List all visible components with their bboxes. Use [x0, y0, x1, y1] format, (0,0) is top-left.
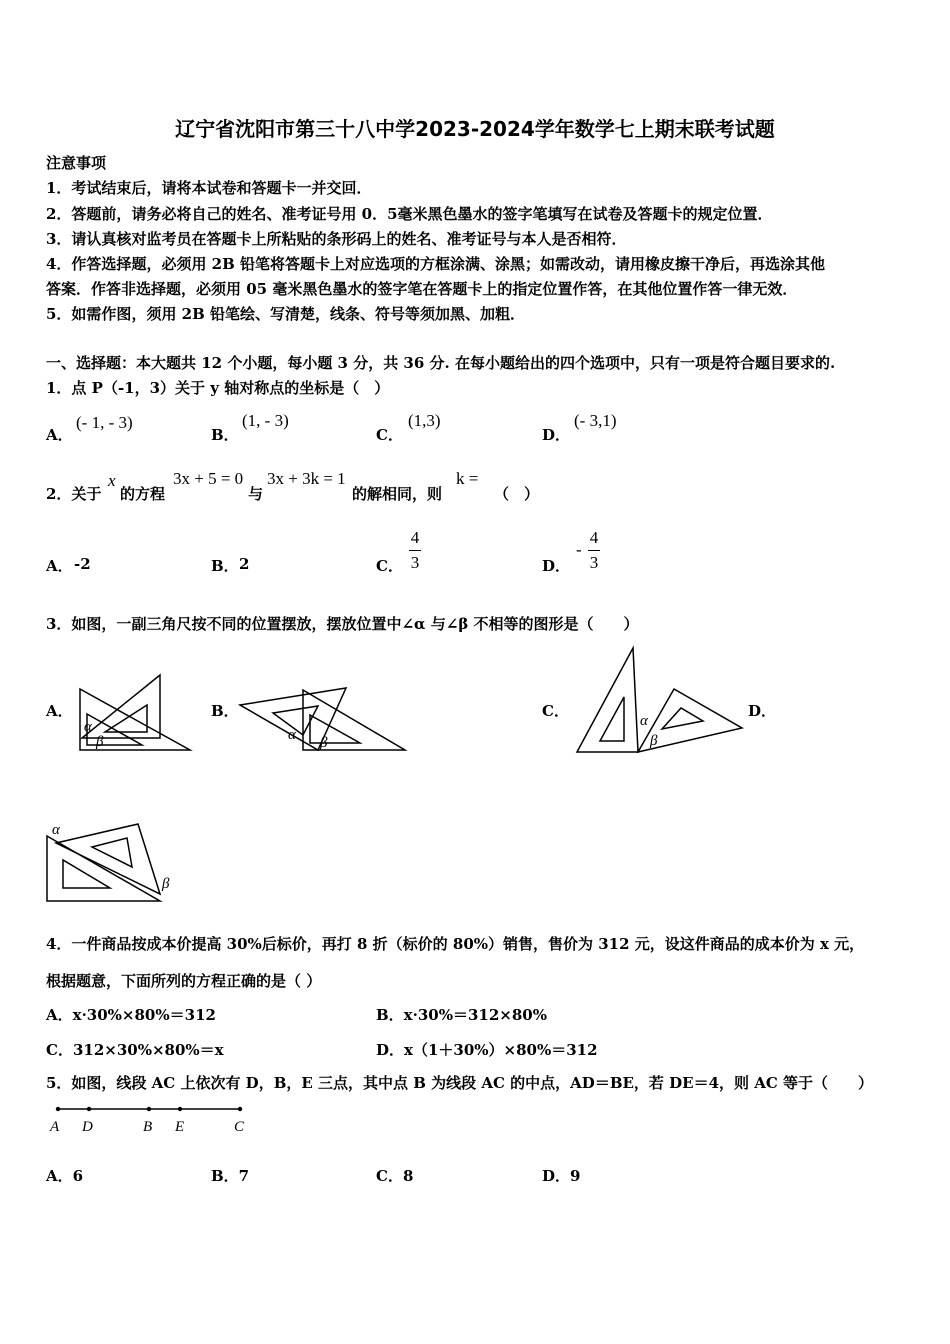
q5-option-c: C．8 — [376, 1167, 414, 1185]
point-d-dot — [87, 1107, 91, 1111]
notice-heading: 注意事项 — [46, 154, 107, 172]
q2-stem-d: 的解相同，则 — [352, 485, 443, 503]
q3-d-alpha: α — [52, 822, 60, 838]
q2-stem-b: 的方程 — [120, 485, 166, 503]
q2-label-d: D． — [542, 557, 571, 575]
q1-label-c: C． — [376, 426, 403, 444]
q2-k-equals: k = — [456, 469, 479, 488]
q2-option-d-denominator: 3 — [589, 553, 599, 572]
q3-label-c: C． — [542, 702, 569, 720]
q3-b-alpha: α — [288, 727, 296, 743]
point-a-dot — [56, 1107, 60, 1111]
q3-label-b: B． — [211, 702, 239, 720]
q1-option-c: (1,3) — [408, 411, 441, 430]
q2-stem-c: 与 — [248, 485, 264, 503]
question-1-stem: 1．点 P（-1，3）关于 y 轴对称点的坐标是（ ） — [46, 379, 390, 397]
q2-stem-e: （ ） — [494, 485, 540, 503]
q2-option-d-numerator: 4 — [589, 528, 599, 547]
q3-c-beta: β — [650, 733, 658, 749]
q3-d-beta: β — [162, 876, 170, 892]
q2-option-a: -2 — [74, 555, 91, 573]
q1-option-a: (- 1, - 3) — [76, 413, 133, 432]
page-title: 辽宁省沈阳市第三十八中学2023-2024学年数学七上期末联考试题 — [175, 117, 775, 141]
point-c-label: C — [234, 1119, 245, 1135]
point-d-label: D — [82, 1119, 93, 1135]
q3-b-beta: β — [320, 735, 328, 751]
q2-equation-2: 3x + 3k = 1 — [267, 469, 346, 488]
point-b-label: B — [143, 1119, 153, 1135]
q2-label-c: C． — [376, 557, 403, 575]
question-4-stem-line-2: 根据题意，下面所列的方程正确的是（ ） — [46, 972, 322, 990]
point-e-dot — [178, 1107, 182, 1111]
q3-a-alpha: α — [84, 719, 92, 735]
q1-label-b: B． — [211, 426, 239, 444]
notice-item: 4．作答选择题，必须用 2B 铅笔将答题卡上对应选项的方框涂满、涂黑；如需改动，请用橡皮擦干净后，再选涂其他 — [46, 255, 826, 273]
notice-item: 答案．作答非选择题，必须用 05 毫米黑色墨水的签字笔在答题卡上的指定位置作答，在其他位置作答一律无效． — [46, 280, 798, 298]
q4-option-a: A．x·30%×80%＝312 — [46, 1006, 216, 1024]
question-4-stem-line-1: 4．一件商品按成本价提高 30%后标价，再打 8 折（标价的 80%）销售，售价为 312 元，设这件商品的成本价为 x 元， — [46, 935, 865, 953]
q2-equation-1: 3x + 5 = 0 — [173, 469, 244, 488]
point-e-label: E — [175, 1119, 185, 1135]
q3-a-beta: β — [96, 734, 104, 750]
q5-option-d: D．9 — [542, 1167, 581, 1185]
q4-option-c: C．312×30%×80%＝x — [46, 1041, 224, 1059]
q5-option-b: B．7 — [211, 1167, 250, 1185]
q1-option-b: (1, - 3) — [242, 411, 289, 430]
q4-option-d: D．x（1＋30%）×80%＝312 — [376, 1041, 598, 1059]
q2-option-c-numerator: 4 — [410, 528, 420, 547]
point-c-dot — [238, 1107, 242, 1111]
section-heading: 一、选择题：本大题共 12 个小题，每小题 3 分，共 36 分. 在每小题给出的四个选项中，只有一项是符合题目要求的. — [46, 354, 836, 372]
q2-label-b: B． — [211, 557, 239, 575]
q3-label-a: A． — [46, 702, 73, 720]
notice-item: 2．答题前，请务必将自己的姓名、准考证号用 0．5毫米黑色墨水的签字笔填写在试卷及答题卡的规定位置． — [46, 205, 773, 223]
q2-option-b: 2 — [239, 555, 250, 573]
q2-stem-a: 2．关于 — [46, 485, 102, 503]
q5-option-a: A．6 — [46, 1167, 84, 1185]
q1-option-d: (- 3,1) — [574, 411, 617, 430]
q4-option-b: B．x·30%＝312×80% — [376, 1006, 547, 1024]
notice-item: 1．考试结束后，请将本试卷和答题卡一并交回． — [46, 179, 372, 197]
q2-option-d-minus: - — [576, 540, 582, 559]
notice-item: 3．请认真核对监考员在答题卡上所粘贴的条形码上的姓名、准考证号与本人是否相符． — [46, 230, 627, 248]
q2-label-a: A． — [46, 557, 73, 575]
point-a-label: A — [50, 1119, 60, 1135]
q1-label-d: D． — [542, 426, 571, 444]
notice-item: 5．如需作图，须用 2B 铅笔绘、写清楚，线条、符号等须加黑、加粗． — [46, 305, 525, 323]
question-3-stem: 3．如图，一副三角尺按不同的位置摆放，摆放位置中∠α 与∠β 不相等的图形是（ ） — [46, 615, 639, 633]
q2-option-c-denominator: 3 — [410, 553, 420, 572]
point-b-dot — [147, 1107, 151, 1111]
q3-label-d: D． — [748, 702, 777, 720]
q3-c-alpha: α — [640, 713, 648, 729]
q2-var-x: x — [108, 471, 116, 490]
q1-label-a: A． — [46, 426, 73, 444]
question-5-stem: 5．如图，线段 AC 上依次有 D，B，E 三点，其中点 B 为线段 AC 的中点，AD＝BE，若 DE＝4，则 AC 等于（ ） — [46, 1074, 874, 1092]
